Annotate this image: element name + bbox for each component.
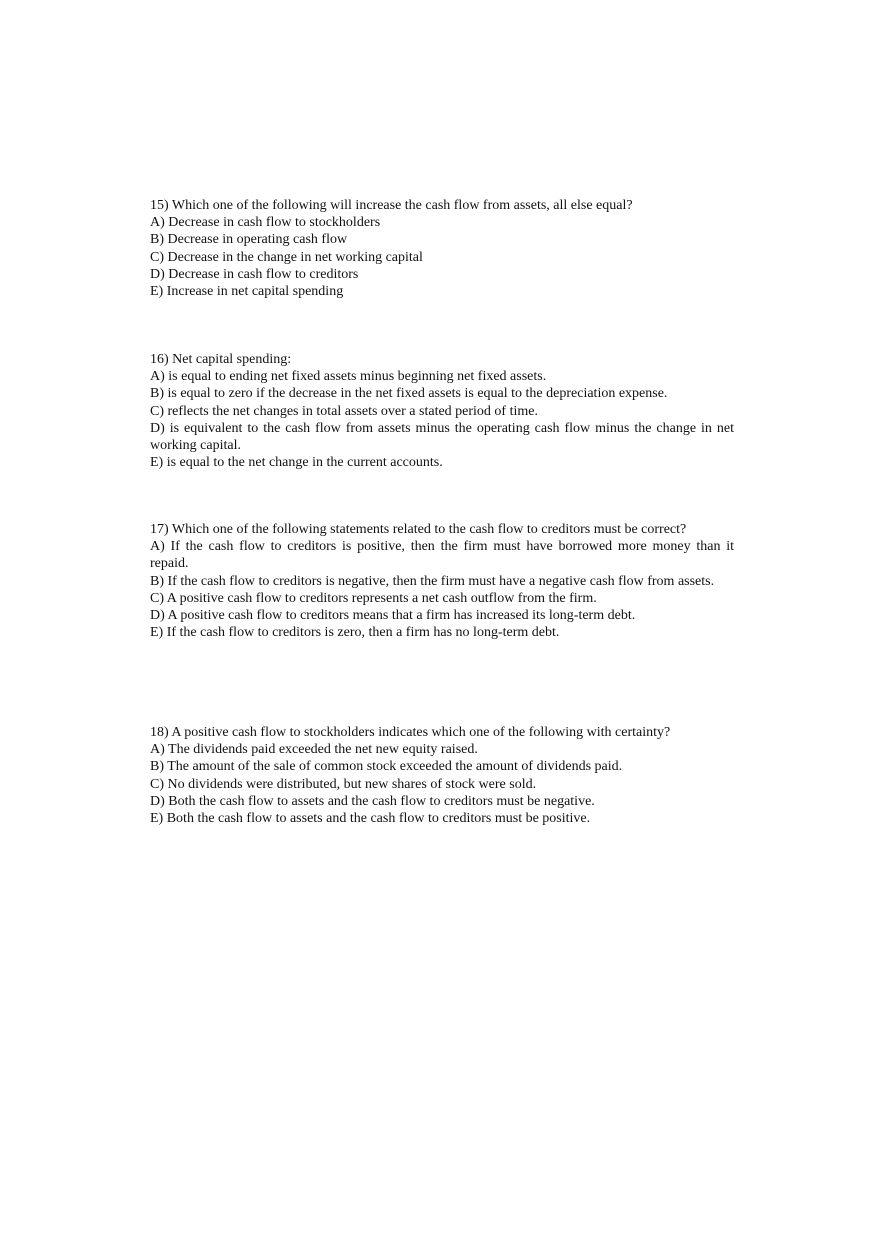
answer-option-a: A) If the cash flow to creditors is positive, then the firm must have borrowed more money than it repaid. [150,539,734,572]
question-18 [150,724,734,827]
question-stem: 15) Which one of the following will increase the cash flow from assets, all else equal? [150,198,633,213]
question-16 [150,351,734,471]
answer-option-e: E) Both the cash flow to assets and the cash flow to creditors must be positive. [150,811,591,827]
question-stem: 17) Which one of the following statements related to the cash flow to creditors must be correct? [150,522,687,537]
answer-option-a: A) The dividends paid exceeded the net new equity raised. [150,742,478,758]
question-15 [150,197,734,300]
answer-option-b: B) If the cash flow to creditors is negative, then the firm must have a negative cash flow from assets. [150,573,715,589]
answer-option-d: D) is equivalent to the cash flow from assets minus the operating cash flow minus the change in net working capital. [150,420,734,454]
answer-option-e: E) If the cash flow to creditors is zero, then a firm has no long-term debt. [150,625,560,641]
answer-option-d: D) A positive cash flow to creditors means that a firm has increased its long-term debt. [150,608,636,624]
answer-option-d: D) Decrease in cash flow to creditors [150,266,359,282]
answer-option-c: C) A positive cash flow to creditors represents a net cash outflow from the firm. [150,590,597,606]
answer-option-c: C) reflects the net changes in total assets over a stated period of time. [150,403,538,419]
answer-option-b: B) Decrease in operating cash flow [150,232,348,248]
answer-option-a: A) Decrease in cash flow to stockholders [150,215,381,231]
answer-option-d: D) Both the cash flow to assets and the cash flow to creditors must be negative. [150,793,595,809]
answer-option-c: C) No dividends were distributed, but new shares of stock were sold. [150,776,537,792]
answer-option-b: B) The amount of the sale of common stock exceeded the amount of dividends paid. [150,759,623,775]
question-17 [150,521,734,641]
answer-option-a: A) is equal to ending net fixed assets minus beginning net fixed assets. [150,369,547,385]
question-stem: 18) A positive cash flow to stockholders indicates which one of the following with certainty? [150,725,671,740]
answer-option-b: B) is equal to zero if the decrease in the net fixed assets is equal to the depreciation expense. [150,386,668,402]
question-stem: 16) Net capital spending: [150,352,292,367]
answer-option-c: C) Decrease in the change in net working capital [150,249,423,265]
answer-option-e: E) Increase in net capital spending [150,284,344,300]
answer-option-e: E) is equal to the net change in the current accounts. [150,455,443,471]
